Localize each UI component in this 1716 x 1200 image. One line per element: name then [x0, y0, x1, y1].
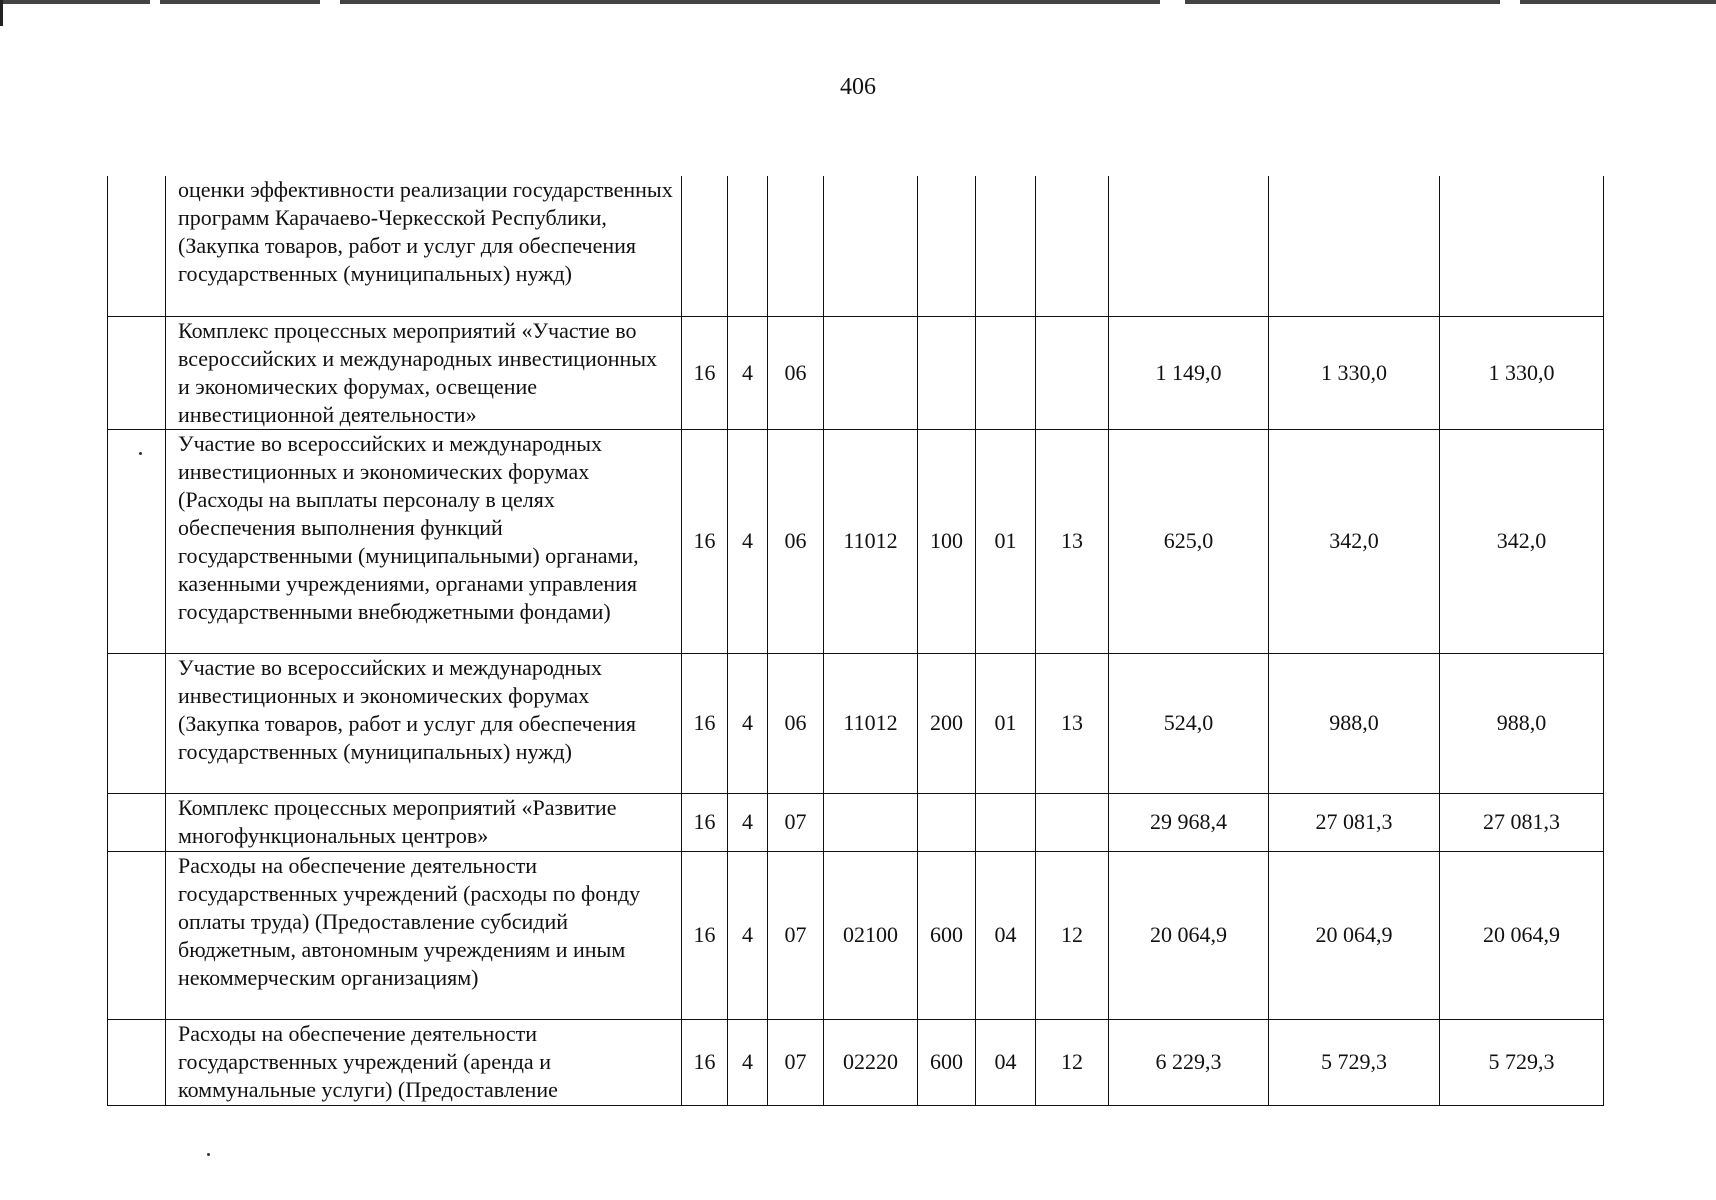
amount-cell-1: 29 968,4 [1109, 793, 1269, 851]
code-cell-3: 07 [768, 851, 824, 1019]
scan-speck [207, 1153, 210, 1156]
code-cell-7 [1036, 316, 1109, 429]
row-index-cell [108, 316, 166, 429]
code-cell-3: 07 [768, 793, 824, 851]
code-cell-1: 16 [682, 316, 728, 429]
code-cell-5 [918, 176, 976, 316]
code-cell-1 [682, 176, 728, 316]
budget-table [107, 176, 1604, 1106]
item-name-cell: Расходы на обеспечение деятельности государственных учреждений (аренда и коммунальные услуги) (Предоставление [166, 1019, 682, 1105]
code-cell-7: 12 [1036, 851, 1109, 1019]
amount-cell-3 [1440, 176, 1604, 316]
code-cell-5 [918, 793, 976, 851]
code-cell-1: 16 [682, 653, 728, 793]
code-cell-4: 02100 [824, 851, 918, 1019]
item-name-cell: Комплекс процессных мероприятий «Развитие многофункциональных центров» [166, 793, 682, 851]
row-index-cell [108, 429, 166, 653]
code-cell-5: 100 [918, 429, 976, 653]
code-cell-4 [824, 793, 918, 851]
code-cell-6 [976, 176, 1036, 316]
amount-cell-2: 988,0 [1269, 653, 1440, 793]
code-cell-6: 01 [976, 653, 1036, 793]
amount-cell-3: 5 729,3 [1440, 1019, 1604, 1105]
code-cell-4 [824, 176, 918, 316]
amount-cell-3: 988,0 [1440, 653, 1604, 793]
code-cell-7 [1036, 793, 1109, 851]
row-index-cell [108, 653, 166, 793]
code-cell-6: 04 [976, 851, 1036, 1019]
amount-cell-3: 20 064,9 [1440, 851, 1604, 1019]
amount-cell-2: 20 064,9 [1269, 851, 1440, 1019]
amount-cell-2: 5 729,3 [1269, 1019, 1440, 1105]
code-cell-2: 4 [728, 653, 768, 793]
table-row [108, 793, 1604, 851]
row-index-cell [108, 1019, 166, 1105]
code-cell-3 [768, 176, 824, 316]
code-cell-3: 06 [768, 653, 824, 793]
item-name-cell: Участие во всероссийских и международных инвестиционных и экономических форумах (Закупка товаров, работ и услуг для обеспечения государственных (муниципальных) нужд) [166, 653, 682, 793]
table-row [108, 176, 1604, 316]
code-cell-1: 16 [682, 793, 728, 851]
amount-cell-1 [1109, 176, 1269, 316]
item-name-cell: оценки эффективности реализации государственных программ Карачаево-Черкесской Республики, (Закупка товаров, работ и услуг для обеспечения государственных (муниципальных) нужд) [166, 176, 682, 316]
item-name-cell: Расходы на обеспечение деятельности государственных учреждений (расходы по фонду оплаты труда) (Предоставление субсидий бюджетным, автономным учреждениям и иным некоммерческим организациям) [166, 851, 682, 1019]
amount-cell-1: 1 149,0 [1109, 316, 1269, 429]
amount-cell-2 [1269, 176, 1440, 316]
code-cell-2: 4 [728, 851, 768, 1019]
amount-cell-2: 342,0 [1269, 429, 1440, 653]
page-number: 406 [840, 74, 876, 100]
code-cell-1: 16 [682, 1019, 728, 1105]
code-cell-7: 13 [1036, 429, 1109, 653]
row-index-cell [108, 851, 166, 1019]
code-cell-5 [918, 316, 976, 429]
row-index-cell [108, 793, 166, 851]
table-row [108, 851, 1604, 1019]
code-cell-2: 4 [728, 316, 768, 429]
amount-cell-1: 625,0 [1109, 429, 1269, 653]
table-row [108, 316, 1604, 429]
code-cell-7 [1036, 176, 1109, 316]
amount-cell-3: 27 081,3 [1440, 793, 1604, 851]
code-cell-6 [976, 316, 1036, 429]
code-cell-6: 04 [976, 1019, 1036, 1105]
code-cell-3: 06 [768, 429, 824, 653]
code-cell-5: 200 [918, 653, 976, 793]
code-cell-6: 01 [976, 429, 1036, 653]
item-name-cell: Комплекс процессных мероприятий «Участие во всероссийских и международных инвестиционных и экономических форумах, освещение инвестиционной деятельности» [166, 316, 682, 429]
scan-edge-left [0, 0, 3, 26]
amount-cell-2: 1 330,0 [1269, 316, 1440, 429]
code-cell-4: 11012 [824, 653, 918, 793]
table-row [108, 653, 1604, 793]
code-cell-1: 16 [682, 851, 728, 1019]
table-row [108, 429, 1604, 653]
scan-speck [139, 452, 142, 455]
code-cell-7: 12 [1036, 1019, 1109, 1105]
code-cell-4 [824, 316, 918, 429]
amount-cell-1: 6 229,3 [1109, 1019, 1269, 1105]
code-cell-7: 13 [1036, 653, 1109, 793]
scan-edge-top [0, 0, 1716, 4]
code-cell-3: 06 [768, 316, 824, 429]
code-cell-2 [728, 176, 768, 316]
code-cell-3: 07 [768, 1019, 824, 1105]
code-cell-5: 600 [918, 1019, 976, 1105]
code-cell-6 [976, 793, 1036, 851]
amount-cell-3: 342,0 [1440, 429, 1604, 653]
code-cell-4: 11012 [824, 429, 918, 653]
code-cell-2: 4 [728, 1019, 768, 1105]
amount-cell-1: 20 064,9 [1109, 851, 1269, 1019]
code-cell-2: 4 [728, 793, 768, 851]
code-cell-2: 4 [728, 429, 768, 653]
code-cell-1: 16 [682, 429, 728, 653]
table-row [108, 1019, 1604, 1105]
amount-cell-2: 27 081,3 [1269, 793, 1440, 851]
amount-cell-1: 524,0 [1109, 653, 1269, 793]
item-name-cell: Участие во всероссийских и международных инвестиционных и экономических форумах (Расходы на выплаты персоналу в целях обеспечения выполнения функций государственными (муниципальными) органами, казенными учреждениями, органами управления государственными внебюджетными фондами) [166, 429, 682, 653]
code-cell-4: 02220 [824, 1019, 918, 1105]
amount-cell-3: 1 330,0 [1440, 316, 1604, 429]
code-cell-5: 600 [918, 851, 976, 1019]
row-index-cell [108, 176, 166, 316]
